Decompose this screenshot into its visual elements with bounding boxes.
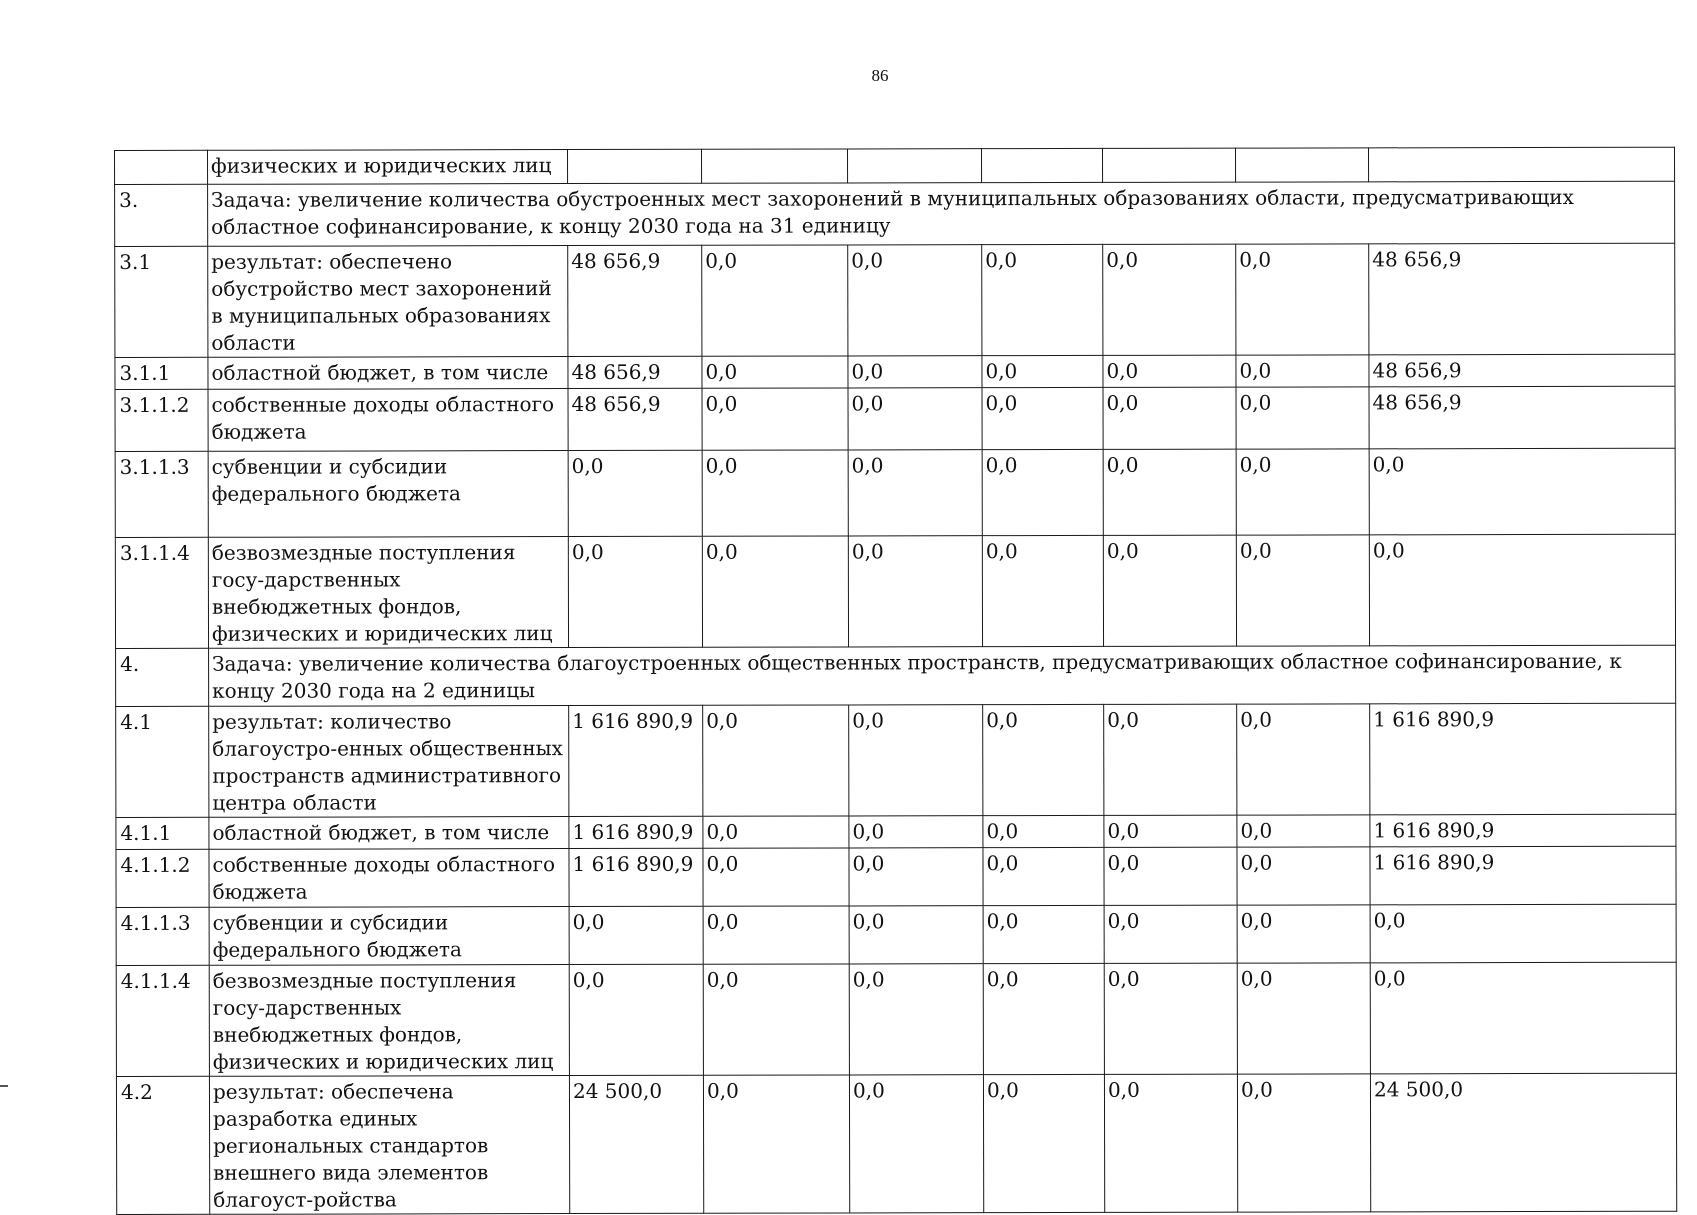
- value-cell: 0,0: [703, 964, 849, 1075]
- table-row: [115, 243, 1675, 357]
- value-cell: [1235, 148, 1368, 182]
- row-code: 4.1.1: [116, 817, 209, 849]
- row-label: результат: количество благоустро-енных общественных пространств административного центра области: [209, 706, 569, 818]
- value-cell: [568, 149, 702, 183]
- row-code: 4.1.1.2: [116, 849, 209, 907]
- row-code: 3.1: [115, 246, 208, 357]
- table-row: [115, 448, 1675, 537]
- row-code: 3.1.1.3: [115, 451, 208, 537]
- value-cell: 0,0: [1103, 535, 1236, 646]
- value-cell: 0,0: [702, 536, 848, 647]
- row-code: 4.: [116, 648, 209, 706]
- value-cell: 0,0: [1237, 963, 1370, 1074]
- value-cell: 0,0: [1237, 1074, 1370, 1212]
- budget-table-container: [114, 147, 1676, 1215]
- value-cell: 0,0: [702, 450, 848, 536]
- value-cell: 0,0: [983, 1074, 1104, 1212]
- value-cell: 0,0: [1369, 534, 1675, 646]
- row-code: 3.1.1.2: [115, 389, 208, 451]
- table-row: [116, 846, 1676, 907]
- value-cell: 0,0: [1370, 962, 1676, 1074]
- value-cell: 0,0: [1104, 963, 1237, 1074]
- value-cell: 0,0: [982, 387, 1103, 449]
- row-label: физических и юридических лиц: [208, 150, 568, 185]
- value-cell: 48 656,9: [1369, 243, 1675, 355]
- value-cell: 0,0: [1236, 244, 1369, 355]
- value-cell: 0,0: [1103, 387, 1236, 449]
- value-cell: 0,0: [849, 906, 983, 964]
- value-cell: 0,0: [848, 450, 982, 536]
- task-description: Задача: увеличение количества благоустроенных общественных пространств, предусматривающих областное софинансирование, к концу 2030 года на 2 единицы: [209, 645, 1676, 706]
- page-number: 86: [871, 66, 889, 85]
- value-cell: 0,0: [569, 964, 703, 1075]
- row-label: безвозмездные поступления госу-дарственных внебюджетных фондов, физических и юридических лиц: [208, 537, 568, 649]
- value-cell: 0,0: [1103, 449, 1236, 535]
- row-code: 3.1.1.4: [115, 537, 208, 648]
- value-cell: 48 656,9: [568, 356, 702, 388]
- value-cell: 0,0: [703, 816, 849, 848]
- table-row: [116, 814, 1676, 849]
- value-cell: [1368, 147, 1674, 182]
- value-cell: 0,0: [1104, 847, 1237, 905]
- value-cell: 0,0: [1237, 704, 1370, 815]
- task-description: Задача: увеличение количества обустроенных мест захоронений в муниципальных образованиях области, предусматривающих областное софинансирование, к концу 2030 года на 31 единицу: [208, 181, 1675, 246]
- value-cell: 0,0: [1104, 704, 1237, 815]
- table-row: [116, 904, 1676, 965]
- value-cell: 0,0: [1236, 449, 1369, 535]
- row-code: 4.2: [116, 1076, 209, 1214]
- value-cell: 0,0: [1103, 244, 1236, 355]
- value-cell: 0,0: [1237, 815, 1370, 847]
- value-cell: 0,0: [1237, 905, 1370, 963]
- row-code: [115, 150, 208, 184]
- row-label: результат: обеспечена разработка единых региональных стандартов внешнего вида элементов благоуст-ройства: [209, 1076, 569, 1215]
- value-cell: 0,0: [1104, 905, 1237, 963]
- value-cell: 1 616 890,9: [569, 848, 703, 906]
- value-cell: 0,0: [1104, 1074, 1237, 1212]
- value-cell: 0,0: [1236, 535, 1369, 646]
- table-row: [115, 386, 1675, 451]
- row-label: собственные доходы областного бюджета: [208, 389, 568, 452]
- value-cell: 24 500,0: [1370, 1073, 1676, 1212]
- table-row: [116, 962, 1676, 1076]
- value-cell: 0,0: [1369, 448, 1675, 535]
- value-cell: 48 656,9: [1369, 354, 1675, 387]
- value-cell: 0,0: [982, 355, 1103, 387]
- value-cell: 0,0: [982, 535, 1103, 646]
- value-cell: 0,0: [1103, 355, 1236, 387]
- row-code: 3.: [115, 184, 208, 246]
- value-cell: 0,0: [1104, 815, 1237, 847]
- table-row: [115, 147, 1675, 184]
- value-cell: 0,0: [848, 388, 982, 450]
- value-cell: 0,0: [703, 848, 849, 906]
- value-cell: 0,0: [983, 963, 1104, 1074]
- value-cell: 0,0: [703, 906, 849, 964]
- value-cell: 0,0: [703, 1075, 849, 1213]
- value-cell: 0,0: [849, 705, 983, 816]
- row-label: субвенции и субсидии федерального бюджета: [209, 907, 569, 966]
- value-cell: 0,0: [849, 964, 983, 1075]
- value-cell: 0,0: [568, 536, 702, 647]
- value-cell: 1 616 890,9: [569, 816, 703, 848]
- table-row: [116, 703, 1676, 817]
- value-cell: 0,0: [982, 449, 1103, 535]
- value-cell: 0,0: [849, 1075, 983, 1213]
- value-cell: 0,0: [703, 705, 849, 816]
- value-cell: [701, 149, 847, 183]
- value-cell: 0,0: [1236, 355, 1369, 387]
- value-cell: 48 656,9: [568, 245, 702, 356]
- value-cell: [847, 149, 981, 183]
- row-code: 4.1: [116, 706, 209, 817]
- value-cell: 48 656,9: [1369, 386, 1675, 449]
- value-cell: 48 656,9: [568, 388, 702, 450]
- value-cell: 0,0: [1370, 904, 1676, 963]
- value-cell: 0,0: [569, 906, 703, 964]
- row-code: 4.1.1.4: [116, 965, 209, 1076]
- table-row: [115, 354, 1675, 389]
- value-cell: 0,0: [702, 388, 848, 450]
- value-cell: 0,0: [982, 244, 1103, 355]
- value-cell: 0,0: [702, 356, 848, 388]
- value-cell: 0,0: [1237, 847, 1370, 905]
- value-cell: [1102, 148, 1235, 182]
- value-cell: 1 616 890,9: [569, 705, 703, 816]
- value-cell: 0,0: [983, 815, 1104, 847]
- margin-mark: [0, 1085, 8, 1087]
- value-cell: 1 616 890,9: [1370, 846, 1676, 905]
- value-cell: 1 616 890,9: [1370, 703, 1676, 815]
- task-row: [115, 181, 1675, 246]
- task-row: [116, 645, 1676, 706]
- value-cell: 0,0: [983, 905, 1104, 963]
- budget-table: [114, 147, 1677, 1215]
- value-cell: 0,0: [848, 356, 982, 388]
- value-cell: 0,0: [848, 245, 982, 356]
- value-cell: 0,0: [702, 245, 848, 356]
- value-cell: 0,0: [568, 450, 702, 536]
- row-code: 3.1.1: [115, 357, 208, 389]
- row-label: собственные доходы областного бюджета: [209, 849, 569, 908]
- value-cell: 0,0: [983, 704, 1104, 815]
- row-label: безвозмездные поступления госу-дарственных внебюджетных фондов, физических и юридических лиц: [209, 965, 569, 1077]
- row-label: субвенции и субсидии федерального бюджета: [208, 451, 568, 538]
- row-label: областной бюджет, в том числе: [208, 357, 568, 390]
- value-cell: 0,0: [848, 536, 982, 647]
- row-code: 4.1.1.3: [116, 907, 209, 965]
- table-body: [115, 147, 1677, 1214]
- row-label: результат: обеспечено обустройство мест захоронений в муниципальных образованиях области: [208, 246, 568, 358]
- table-row: [116, 1073, 1676, 1214]
- value-cell: [981, 148, 1102, 182]
- value-cell: 0,0: [983, 847, 1104, 905]
- table-row: [115, 534, 1675, 648]
- value-cell: 1 616 890,9: [1370, 814, 1676, 847]
- row-label: областной бюджет, в том числе: [209, 817, 569, 850]
- value-cell: 0,0: [849, 816, 983, 848]
- value-cell: 24 500,0: [569, 1075, 703, 1213]
- value-cell: 0,0: [849, 848, 983, 906]
- value-cell: 0,0: [1236, 387, 1369, 449]
